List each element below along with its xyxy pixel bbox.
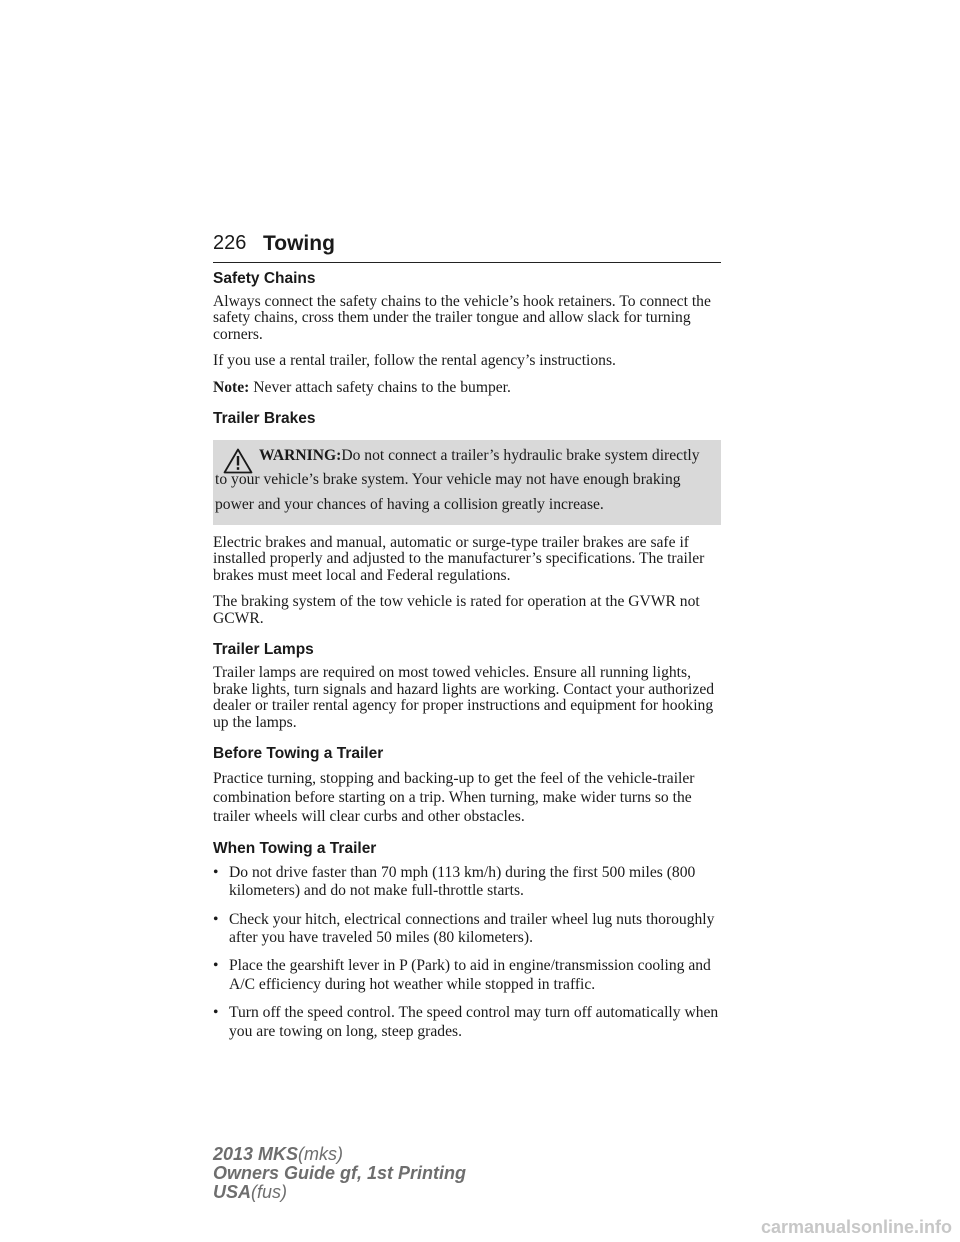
footer-guide: Owners Guide gf, 1st Printing xyxy=(213,1162,467,1183)
section-trailer-lamps xyxy=(213,641,721,731)
list-item-text: Place the gearshift lever in P (Park) to aid in engine/transmission cooling and A/C efficiency during hot weather while stopped in traffic. xyxy=(229,957,711,993)
list-item xyxy=(213,1004,721,1041)
list-item xyxy=(213,911,721,948)
print-footer xyxy=(213,1145,466,1202)
footer-model: 2013 MKS xyxy=(213,1144,299,1164)
section-heading: Trailer Lamps xyxy=(213,641,314,659)
section-heading: Before Towing a Trailer xyxy=(213,745,384,763)
footer-market: USA xyxy=(213,1181,252,1202)
paragraph: Electric brakes and manual, automatic or surge-type trailer brakes are safe if installed properly and adjusted to the manufacturer’s specifications. The trailer brakes must meet local and Federal regulations. xyxy=(213,533,705,584)
page-header xyxy=(213,232,721,263)
footer-market-line xyxy=(213,1183,466,1202)
list-item-text: Turn off the speed control. The speed control may turn off automatically when you are towing on long, steep grades. xyxy=(229,1004,719,1040)
list-item xyxy=(213,957,721,994)
note-text: Never attach safety chains to the bumper. xyxy=(253,378,511,396)
warning-triangle-icon xyxy=(223,448,253,474)
footer-model-line xyxy=(213,1145,466,1164)
paragraph: Always connect the safety chains to the vehicle’s hook retainers. To connect the safety chains, cross them under the trailer tongue and allow slack for turning corners. xyxy=(213,292,711,343)
paragraph: The braking system of the tow vehicle is rated for operation at the GVWR not GCWR. xyxy=(213,593,700,627)
section-heading: Trailer Brakes xyxy=(213,410,316,428)
section-when-towing xyxy=(213,840,721,1041)
watermark: carmanualsonline.info xyxy=(760,1217,952,1237)
note xyxy=(213,380,721,397)
section-trailer-brakes xyxy=(213,410,721,627)
warning-label: WARNING: xyxy=(259,447,342,465)
bullet-icon: • xyxy=(213,910,219,928)
warning-body: Do not connect a trailer’s hydraulic brake system directly to your vehicle’s brake system. Your vehicle may not have enough braking power and your chances of having a collision greatly increase. xyxy=(215,447,700,513)
warning-text xyxy=(215,444,713,516)
bullet-icon: • xyxy=(213,957,219,975)
bullet-icon: • xyxy=(213,1004,219,1022)
paragraph: If you use a rental trailer, follow the rental agency’s instructions. xyxy=(213,352,616,370)
paragraph: Trailer lamps are required on most towed vehicles. Ensure all running lights, brake lights, turn signals and hazard lights are working. Contact your authorized dealer or trailer rental agency for proper instructions and equipment for hooking up the lamps. xyxy=(213,664,715,731)
note-label: Note: xyxy=(213,378,250,396)
page-number: 226 xyxy=(213,232,247,254)
list-item-text: Do not drive faster than 70 mph (113 km/h) during the first 500 miles (800 kilometers) and do not make full-throttle starts. xyxy=(229,863,696,900)
list-item xyxy=(213,864,721,901)
footer-model-code: (mks) xyxy=(298,1144,344,1164)
list-item-text: Check your hitch, electrical connections and trailer wheel lug nuts thoroughly after you have traveled 50 miles (80 kilometers). xyxy=(229,910,715,946)
bullet-icon: • xyxy=(213,863,219,881)
footer-market-code: (fus) xyxy=(251,1181,288,1202)
bullet-list xyxy=(213,864,721,1041)
page-content xyxy=(213,270,721,1051)
chapter-title: Towing xyxy=(263,232,335,255)
section-heading: Safety Chains xyxy=(213,270,316,287)
section-safety-chains xyxy=(213,270,721,396)
section-heading: When Towing a Trailer xyxy=(213,839,377,857)
paragraph: Practice turning, stopping and backing-up to get the feel of the vehicle-trailer combination before starting on a trip. When turning, make wider turns so the trailer wheels will clear curbs and other obstacles. xyxy=(213,769,695,825)
section-before-towing xyxy=(213,745,721,826)
warning-box xyxy=(213,440,721,524)
